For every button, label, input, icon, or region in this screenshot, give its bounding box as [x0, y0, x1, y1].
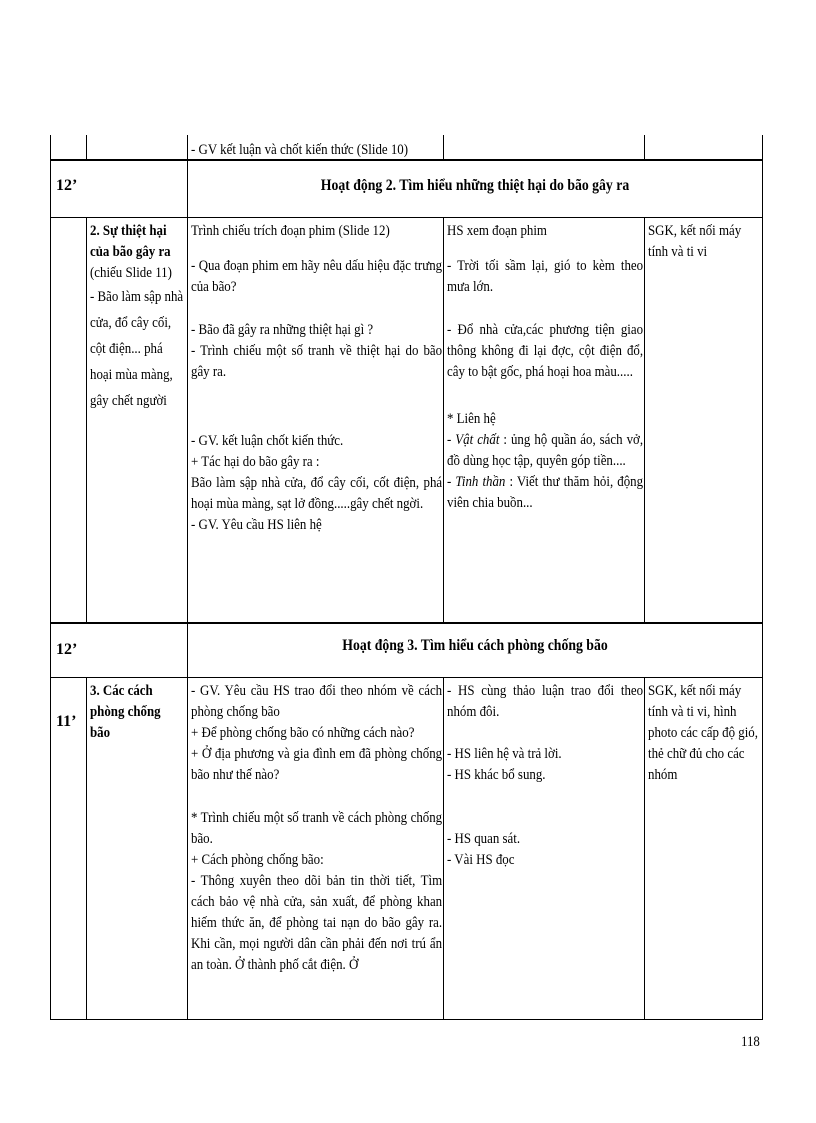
col-divider: [86, 217, 87, 622]
teacher-line: - Bão đã gây ra những thiệt hại gì ?: [191, 322, 374, 338]
student-line: HS xem đoạn phim: [447, 223, 547, 239]
student-line: - Vài HS đọc: [447, 852, 515, 868]
teacher-line: - Trình chiếu một số tranh về thiệt hại do bão gây ra.: [191, 343, 443, 380]
row-divider: [50, 622, 763, 624]
teacher-line: + Để phòng chống bão có những cách nào?: [191, 725, 415, 741]
student-line: - Trời tối sầm lại, gió to kèm theo mưa lớn.: [447, 258, 644, 295]
page-number: 118: [741, 1034, 760, 1050]
teacher-line: - Thông xuyên theo dõi bản tin thời tiết, Tìm cách bảo vệ nhà cửa, sản xuất, để phòng khan hiếm thức ăn, để phòng tai nạn do bão gây ra. Khi cần, mọi người dân cần phải đến nơi trú ẩn an toàn. Ở thành phố cắt điện. Ở: [191, 873, 443, 973]
top-conclusion: - GV kết luận và chốt kiến thức (Slide 10): [191, 142, 409, 158]
teacher-line: - GV. Yêu cầu HS trao đổi theo nhóm về cách phòng chống bão: [191, 683, 443, 720]
student-label: Tinh thần: [455, 474, 506, 490]
col-divider: [443, 135, 444, 159]
student-line: * Liên hệ: [447, 411, 496, 427]
col-divider: [644, 135, 645, 159]
activity3-student: [447, 681, 643, 871]
teacher-line: Trình chiếu trích đoạn phim (Slide 12): [191, 223, 390, 239]
lesson-plan-table: [50, 135, 763, 1020]
activity3-time: 12’: [56, 641, 78, 658]
teacher-line: + Tác hại do bão gây ra :: [191, 454, 320, 470]
activity3-materials: SGK, kết nối máy tính và ti vi, hình photo các cấp độ gió, thẻ chữ đủ cho các nhóm: [648, 683, 758, 783]
table-border-left: [50, 135, 51, 1020]
activity3-teacher: [191, 681, 442, 976]
teacher-line: + Ở địa phương và gia đình em đã phòng chống bão như thế nào?: [191, 746, 443, 783]
teacher-line: Bão làm sập nhà cửa, đổ cây cối, cốt điện, phá hoại mùa màng, sạt lở đồng.....gây chết ngời.: [191, 475, 443, 512]
student-line: - HS liên hệ và trả lời.: [447, 746, 562, 762]
col-divider: [644, 677, 645, 1020]
teacher-line: - GV. kết luận chốt kiến thức.: [191, 433, 344, 449]
student-line: - Vật chất : ủng hộ quần áo, sách vở, đồ dùng học tập, quyên góp tiền....: [447, 432, 644, 469]
student-line: - HS quan sát.: [447, 831, 521, 847]
activity3-row-time: 11’: [56, 713, 77, 730]
activity2-student: [447, 221, 643, 514]
student-line: - HS khác bổ sung.: [447, 767, 546, 783]
activity2-time: 12’: [56, 177, 78, 194]
teacher-line: - GV. Yêu cầu HS liên hệ: [191, 517, 322, 533]
student-label: Vật chất: [455, 432, 500, 448]
student-line: - HS cùng thảo luận trao đổi theo nhóm đôi.: [447, 683, 644, 720]
teacher-line: + Cách phòng chống bão:: [191, 852, 324, 868]
teacher-line: - Qua đoạn phim em hãy nêu dấu hiệu đặc trưng của bão?: [191, 258, 443, 295]
activity2-content: [90, 221, 187, 414]
student-text: : Viết thư thăm hỏi, động viên chia buồn...: [447, 474, 644, 511]
col-divider: [644, 217, 645, 622]
col-divider: [443, 677, 444, 1020]
activity2-content-line: - Bão làm sập nhà cửa, đổ cây cối, cột điện... phá hoại mùa màng, gây chết người: [90, 289, 184, 409]
teacher-line: * Trình chiếu một số tranh về cách phòng chống bão.: [191, 810, 443, 847]
row-divider: [50, 677, 763, 678]
row-divider: [50, 217, 763, 218]
activity2-materials: SGK, kết nối máy tính và ti vi: [648, 223, 742, 260]
table-border-right: [762, 135, 763, 1020]
col-divider: [86, 135, 87, 159]
activity3-content-heading: 3. Các cách phòng chống bão: [90, 683, 161, 741]
activity2-title: Hoạt động 2. Tìm hiểu những thiệt hại do bão gây ra: [320, 177, 630, 194]
activity2-teacher: [191, 221, 442, 536]
col-divider: [86, 677, 87, 1020]
activity2-content-heading: 2. Sự thiệt hại của bão gây ra: [90, 223, 171, 260]
col-divider: [443, 217, 444, 622]
student-line: - Tinh thần : Viết thư thăm hỏi, động viên chia buồn...: [447, 474, 644, 511]
activity2-content-line: (chiếu Slide 11): [90, 265, 172, 281]
activity3-title: Hoạt động 3. Tìm hiểu cách phòng chống bão: [342, 637, 608, 654]
table-border-bottom: [50, 1019, 763, 1020]
student-text: : ủng hộ quần áo, sách vở, đồ dùng học tập, quyên góp tiền....: [447, 432, 644, 469]
student-line: - Đổ nhà cửa,các phương tiện giao thông không đi lại đợc, cột điện đổ, cây to bật gốc, phá hoại hoa màu.....: [447, 322, 644, 380]
